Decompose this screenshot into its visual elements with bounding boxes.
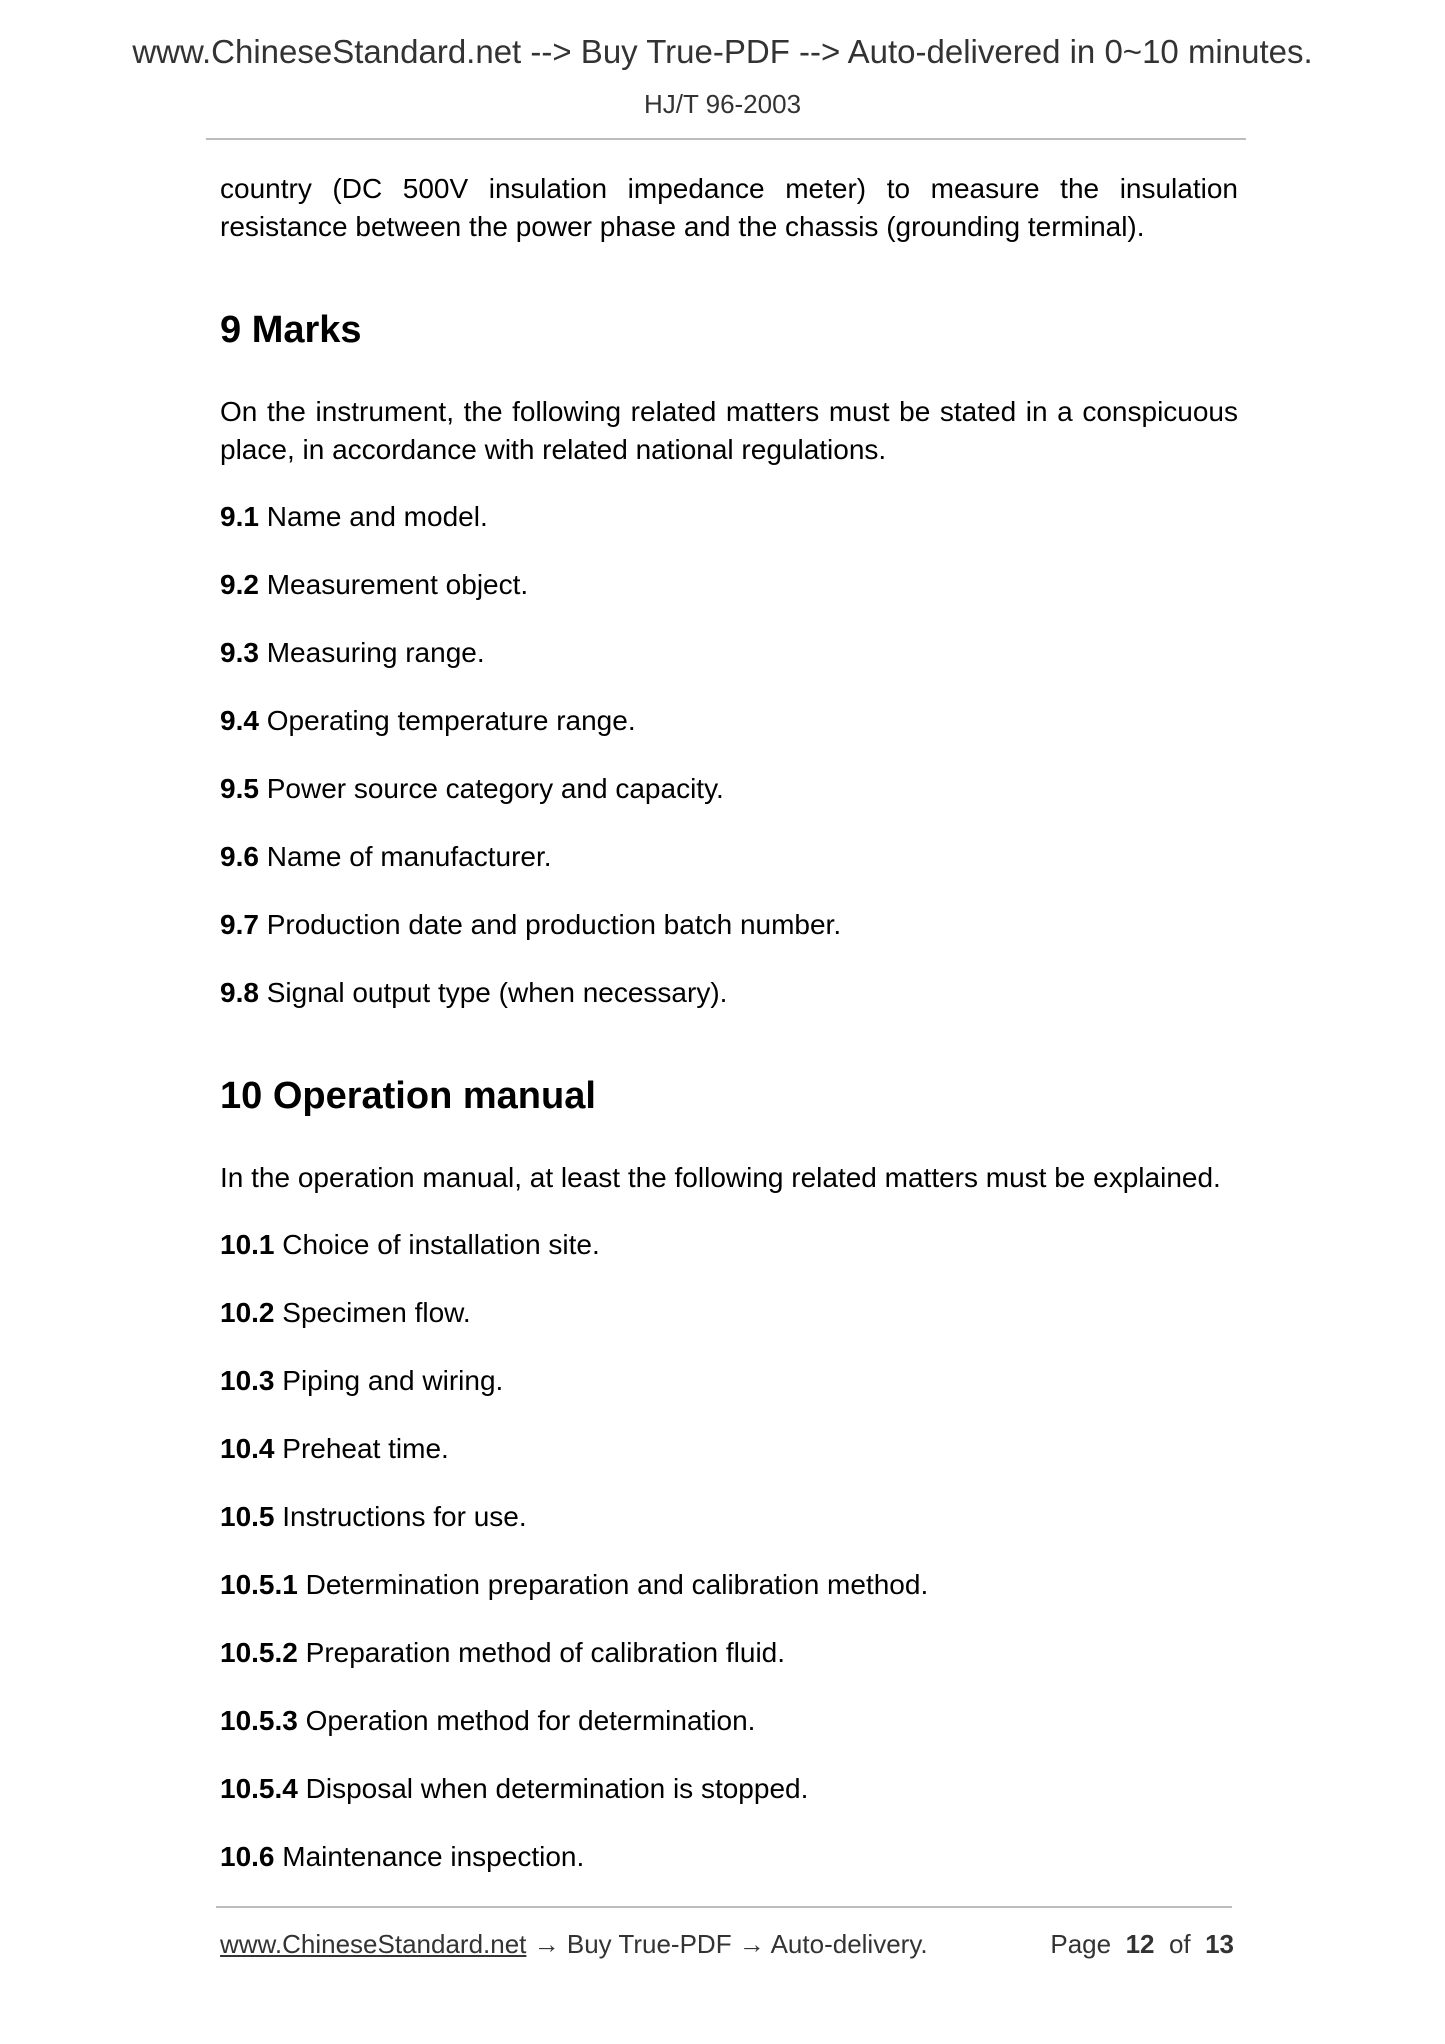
- list-item: 9.8 Signal output type (when necessary).: [220, 977, 728, 1008]
- of-label: of: [1168, 1929, 1191, 1959]
- list-item: 10.4 Preheat time.: [220, 1433, 449, 1464]
- page-footer: [220, 1924, 1234, 1964]
- page-label: Page: [1050, 1929, 1112, 1959]
- intro-paragraph: country (DC 500V insulation impedance meter) to measure the insulation resistance between the power phase and the chassis (grounding terminal).: [220, 173, 1238, 242]
- list-item: 9.2 Measurement object.: [220, 569, 529, 600]
- page-indicator: [1050, 1924, 1234, 1964]
- list-item: 9.5 Power source category and capacity.: [220, 773, 724, 804]
- list-item: 9.1 Name and model.: [220, 501, 488, 532]
- standard-code: HJ/T 96-2003: [643, 89, 802, 119]
- footer-promo: [220, 1924, 928, 1964]
- section-9-heading: 9 Marks: [220, 309, 362, 351]
- list-item: 10.5.4 Disposal when determination is stopped.: [220, 1773, 809, 1804]
- list-item: 10.5.2 Preparation method of calibration fluid.: [220, 1637, 786, 1668]
- total-page-number: 13: [1205, 1929, 1234, 1959]
- list-item: 10.6 Maintenance inspection.: [220, 1841, 585, 1872]
- section-10-list: [220, 1226, 1238, 1876]
- section-10-paragraph: In the operation manual, at least the following related matters must be explained.: [220, 1162, 1221, 1193]
- list-item: 9.7 Production date and production batch number.: [220, 909, 842, 940]
- footer-tagline: → Buy True-PDF → Auto-delivery.: [533, 1929, 928, 1959]
- list-item: 10.1 Choice of installation site.: [220, 1229, 600, 1260]
- section-9-paragraph: On the instrument, the following related matters must be stated in a conspicuous place, in accordance with related national regulations.: [220, 396, 1238, 465]
- header-divider: [206, 138, 1246, 140]
- section-9-list: [220, 498, 1238, 1012]
- list-item: 10.3 Piping and wiring.: [220, 1365, 504, 1396]
- footer-divider: [216, 1906, 1232, 1908]
- footer-site-link[interactable]: www.ChineseStandard.net: [220, 1929, 527, 1959]
- list-item: 9.3 Measuring range.: [220, 637, 485, 668]
- list-item: 10.2 Specimen flow.: [220, 1297, 471, 1328]
- section-10-heading: 10 Operation manual: [220, 1075, 596, 1117]
- list-item: 10.5 Instructions for use.: [220, 1501, 527, 1532]
- site-banner: www.ChineseStandard.net --> Buy True-PDF --> Auto-delivered in 0~10 minutes.: [132, 33, 1313, 70]
- list-item: 9.6 Name of manufacturer.: [220, 841, 552, 872]
- document-body: [220, 170, 1238, 1876]
- list-item: 9.4 Operating temperature range.: [220, 705, 636, 736]
- list-item: 10.5.1 Determination preparation and calibration method.: [220, 1569, 929, 1600]
- current-page-number: 12: [1125, 1929, 1155, 1959]
- list-item: 10.5.3 Operation method for determination.: [220, 1705, 756, 1736]
